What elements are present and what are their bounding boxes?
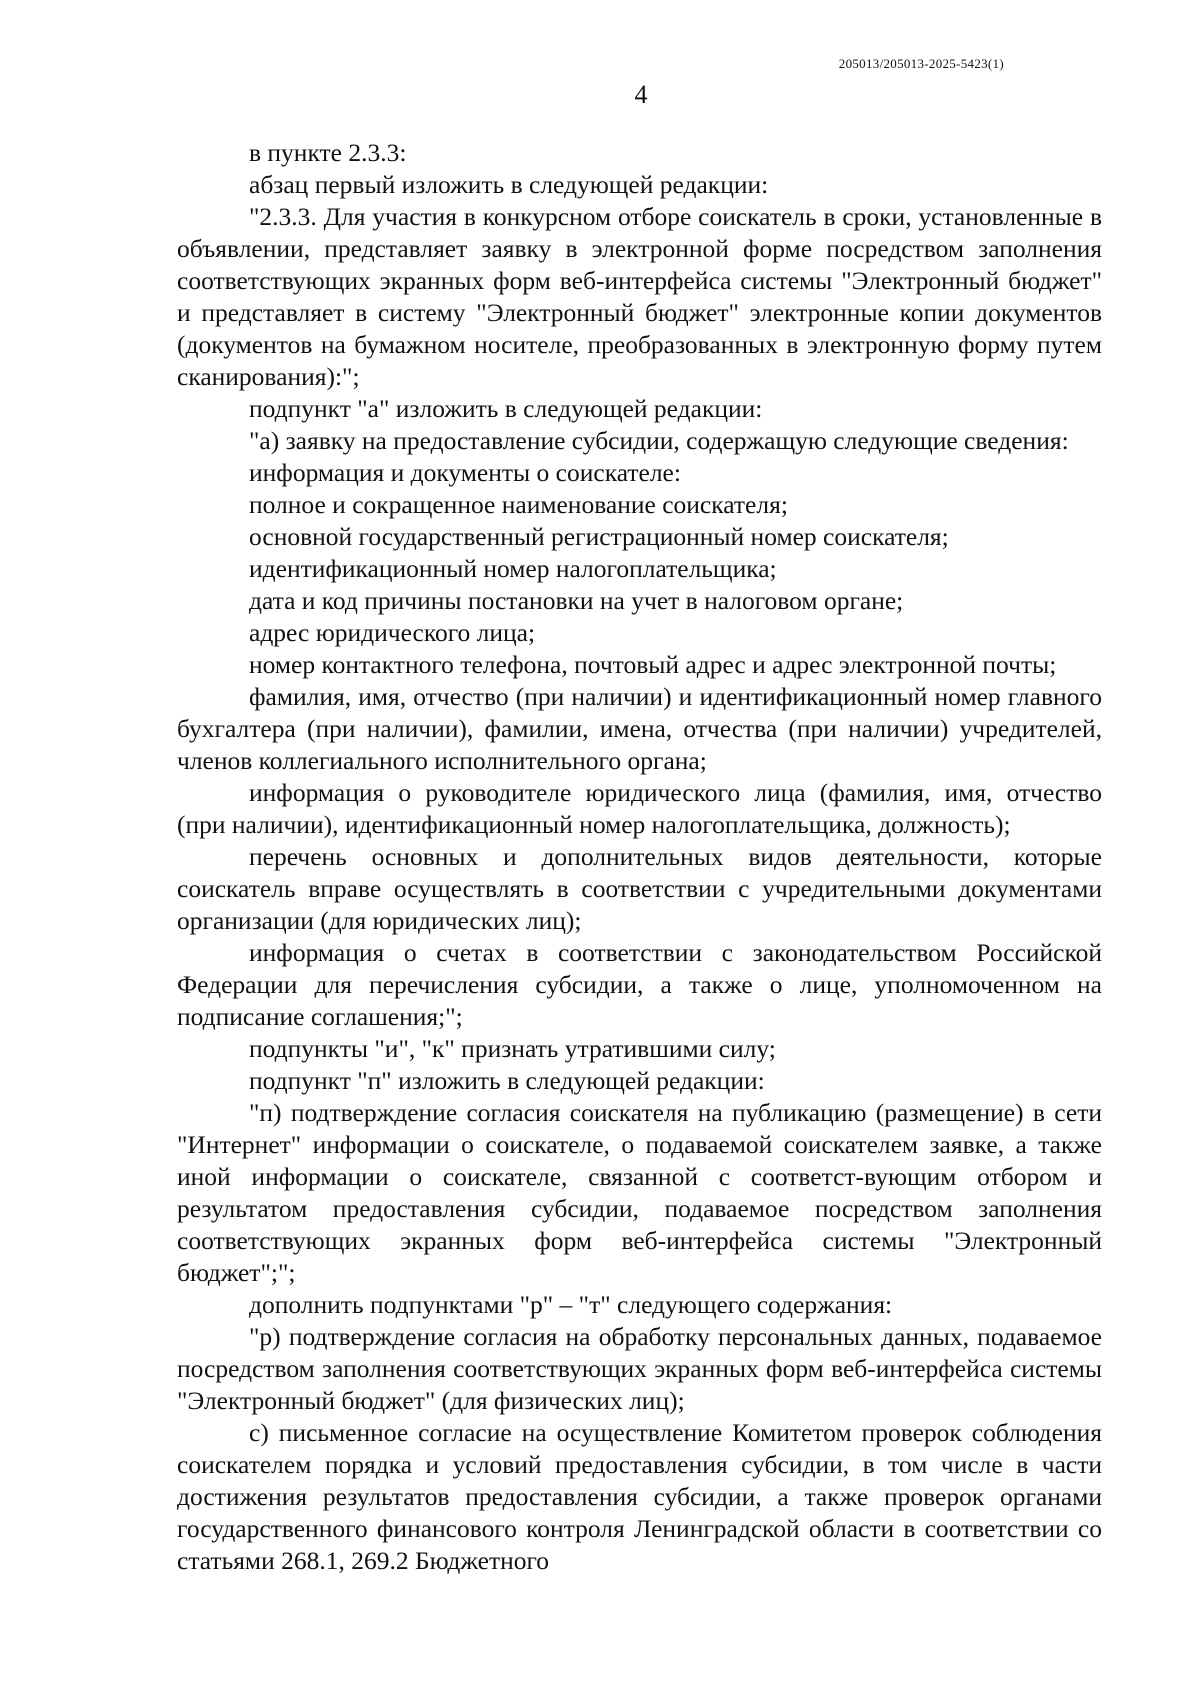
paragraph: "п) подтверждение согласия соискателя на публикацию (размещение) в сети "Интернет" информации о соискателе, о подаваемой соискателем заявке, а также иной информации о соискателе, связанной с соответст-вующим отбором и результатом предоставления субсидии, подаваемое посредством заполнения соответствующих экранных форм веб-интерфейса системы "Электронный бюджет";"; [177,1098,1102,1287]
paragraph: "р) подтверждение согласия на обработку персональных данных, подаваемое посредством заполнения соответствующих экранных форм веб-интерфейса системы "Электронный бюджет" (для физических лиц); [177,1322,1102,1415]
paragraph: полное и сокращенное наименование соискателя; [249,490,788,519]
paragraph: номер контактного телефона, почтовый адрес и адрес электронной почты; [249,650,1057,679]
paragraph: в пункте 2.3.3: [249,138,407,167]
paragraph: с) письменное согласие на осуществление Комитетом проверок соблюдения соискателем порядка и условий предоставления субсидии, в том числе в части достижения результатов предоставления субсидии, а также проверок органами государственного финансового контроля Ленинградской области в соответствии со статьями 268.1, 269.2 Бюджетного [177,1418,1102,1575]
paragraph: информация о руководителе юридического лица (фамилия, имя, отчество (при наличии), идентификационный номер налогоплательщика, должность); [177,778,1102,839]
paragraph: дата и код причины постановки на учет в налоговом органе; [249,586,904,615]
paragraph: абзац первый изложить в следующей редакции: [249,170,769,199]
paragraph: "2.3.3. Для участия в конкурсном отборе соискатель в сроки, установленные в объявлении, представляет заявку в электронной форме посредством заполнения соответствующих экранных форм веб-интерфейса системы "Электронный бюджет" и представляет в систему "Электронный бюджет" электронные копии документов (документов на бумажном носителе, преобразованных в электронную форму путем сканирования):"; [177,202,1102,391]
page-number: 4 [634,80,648,109]
paragraph: подпункт "а" изложить в следующей редакции: [249,394,763,423]
paragraph: перечень основных и дополнительных видов деятельности, которые соискатель вправе осуществлять в соответствии с учредительными документами организации (для юридических лиц); [177,842,1102,935]
paragraph: подпункты "и", "к" признать утратившими силу; [249,1034,776,1063]
paragraph: "а) заявку на предоставление субсидии, содержащую следующие сведения: [249,426,1069,455]
paragraph: фамилия, имя, отчество (при наличии) и идентификационный номер главного бухгалтера (при наличии), фамилии, имена, отчества (при наличии) учредителей, членов коллегиального исполнительного органа; [177,682,1102,775]
paragraph: дополнить подпунктами "р" – "т" следующего содержания: [249,1290,893,1319]
paragraph: идентификационный номер налогоплательщика; [249,554,777,583]
paragraph: информация и документы о соискателе: [249,458,681,487]
document-body [177,137,1102,1577]
paragraph: адрес юридического лица; [249,618,536,647]
paragraph: информация о счетах в соответствии с законодательством Российской Федерации для перечисления субсидии, а также о лице, уполномоченном на подписание соглашения;"; [177,938,1102,1031]
paragraph: основной государственный регистрационный номер соискателя; [249,522,949,551]
document-id: 205013/205013-2025-5423(1) [838,56,1004,71]
paragraph: подпункт "п" изложить в следующей редакции: [249,1066,765,1095]
